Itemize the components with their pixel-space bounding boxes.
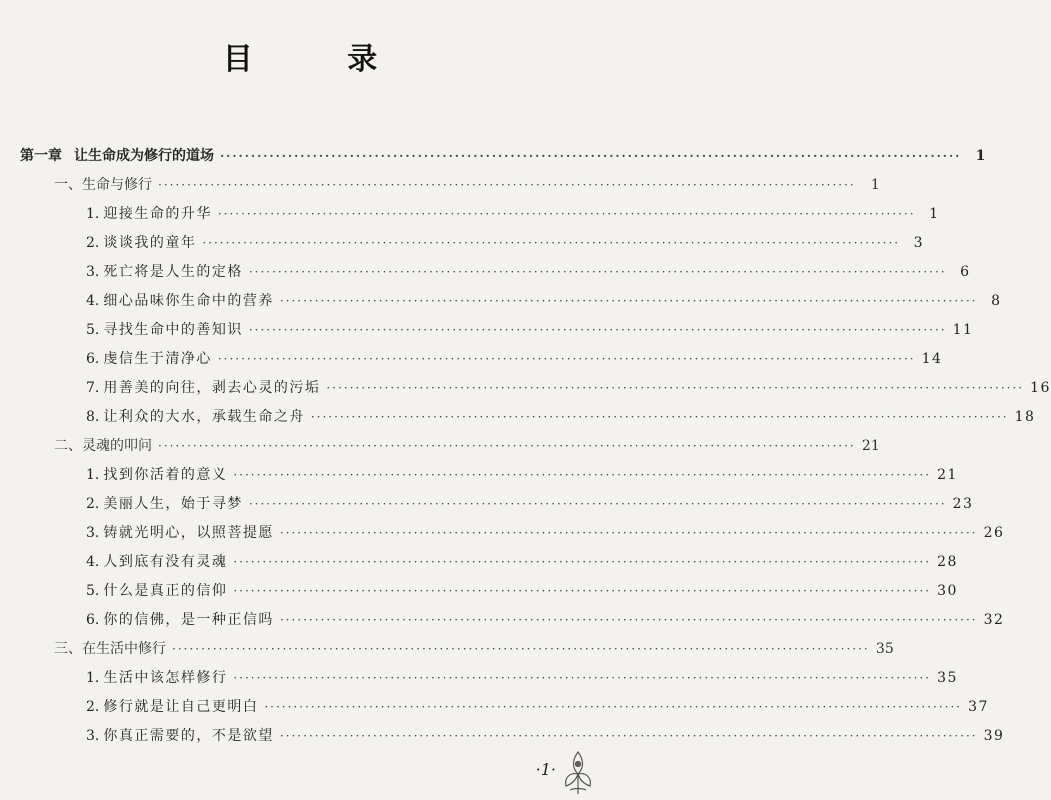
item-page: 21 — [937, 467, 958, 483]
leader-dots: ························································································································ — [279, 613, 978, 627]
item-title: 让利众的大水，承载生命之舟 — [103, 409, 305, 425]
item-page: 18 — [1014, 409, 1036, 425]
item-title: 什么是真正的信仰 — [103, 583, 228, 599]
section-title: 三、在生活中修行 — [54, 641, 166, 657]
item-title: 迎接生命的升华 — [103, 206, 212, 222]
chapter-page: 1 — [975, 148, 986, 164]
leader-dots: ························································································································ — [233, 671, 932, 685]
item-number: 1. — [86, 206, 100, 222]
toc-chapter-row[interactable] — [0, 142, 986, 171]
leader-dots: ························································································································ — [233, 555, 932, 569]
toc-sections — [0, 171, 1051, 751]
chapter-title: 让生命成为修行的道场 — [74, 148, 214, 164]
item-page: 1 — [929, 206, 940, 222]
toc-item-row[interactable] — [0, 200, 940, 229]
item-number: 6. — [86, 612, 100, 628]
leader-dots: ························································································································ — [202, 236, 901, 250]
leader-dots: ························································································································ — [279, 729, 978, 743]
item-title: 你真正需要的，不是欲望 — [103, 728, 274, 744]
item-page: 16 — [1030, 380, 1051, 396]
toc-section-row[interactable] — [0, 171, 880, 200]
toc-section-row[interactable] — [0, 635, 894, 664]
section-title: 一、生命与修行 — [54, 177, 152, 193]
item-title: 细心品味你生命中的营养 — [103, 293, 274, 309]
leader-dots: ························································································································ — [172, 642, 870, 656]
leader-dots: ························································································································ — [233, 584, 932, 598]
toc-section-row[interactable] — [0, 432, 880, 461]
item-number: 5. — [86, 583, 100, 599]
item-page: 37 — [968, 699, 989, 715]
leader-dots: ························································································································ — [279, 294, 978, 308]
item-page: 39 — [983, 728, 1005, 744]
section-page: 21 — [861, 438, 880, 454]
toc-item-row[interactable] — [0, 258, 971, 287]
section-page: 35 — [875, 641, 894, 657]
leader-dots: ························································································································ — [220, 149, 962, 163]
item-number: 3. — [86, 264, 100, 280]
item-page: 3 — [913, 235, 925, 251]
item-number: 2. — [86, 235, 100, 251]
toc-item-row[interactable] — [0, 403, 1036, 432]
leader-dots: ························································································································ — [248, 497, 947, 511]
item-title: 谈谈我的童年 — [103, 235, 197, 251]
item-number: 7. — [86, 380, 100, 396]
item-number: 4. — [86, 293, 100, 309]
item-title: 铸就光明心，以照菩提愿 — [103, 525, 274, 541]
toc-item-row[interactable] — [0, 722, 1005, 751]
item-title: 用善美的向往，剥去心灵的污垢 — [103, 380, 321, 396]
item-number: 5. — [86, 322, 100, 338]
item-title: 你的信佛，是一种正信吗 — [103, 612, 274, 628]
leader-dots: ························································································································ — [233, 468, 932, 482]
item-title: 死亡将是人生的定格 — [103, 264, 243, 280]
toc-item-row[interactable] — [0, 548, 958, 577]
item-number: 2. — [86, 699, 100, 715]
toc-item-row[interactable] — [0, 316, 974, 345]
toc-item-row[interactable] — [0, 287, 1002, 316]
leader-dots: ························································································································ — [158, 178, 856, 192]
leader-dots: ························································································································ — [264, 700, 963, 714]
leader-dots: ························································································································ — [279, 526, 978, 540]
leader-dots: ························································································································ — [310, 410, 1009, 424]
page-title: 目 录 — [222, 42, 420, 77]
toc-item-row[interactable] — [0, 345, 943, 374]
item-title: 人到底有没有灵魂 — [103, 554, 228, 570]
item-title: 生活中该怎样修行 — [103, 670, 228, 686]
item-page: 23 — [952, 496, 974, 512]
item-page: 26 — [983, 525, 1005, 541]
leader-dots: ························································································································ — [158, 439, 856, 453]
item-title: 寻找生命中的善知识 — [103, 322, 243, 338]
item-page: 6 — [960, 264, 971, 280]
item-title: 美丽人生，始于寻梦 — [103, 496, 243, 512]
item-number: 1. — [86, 670, 100, 686]
item-page: 14 — [921, 351, 943, 367]
leader-dots: ························································································································ — [248, 323, 947, 337]
page-number: ·1· — [535, 760, 556, 779]
toc-item-row[interactable] — [0, 664, 958, 693]
lotus-ornament-icon — [560, 748, 596, 796]
item-page: 30 — [937, 583, 958, 599]
chapter-number: 第一章 — [20, 148, 62, 164]
leader-dots: ························································································································ — [217, 352, 916, 366]
item-title: 修行就是让自己更明白 — [103, 699, 259, 715]
item-title: 虔信生于清净心 — [103, 351, 212, 367]
toc-item-row[interactable] — [0, 461, 958, 490]
toc-item-row[interactable] — [0, 693, 989, 722]
item-page: 8 — [991, 293, 1002, 309]
toc-item-row[interactable] — [0, 374, 1051, 403]
item-number: 1. — [86, 467, 100, 483]
item-number: 2. — [86, 496, 100, 512]
leader-dots: ························································································································ — [248, 265, 947, 279]
item-page: 28 — [937, 554, 958, 570]
section-title: 二、灵魂的叩问 — [54, 438, 152, 454]
item-number: 3. — [86, 525, 100, 541]
section-page: 1 — [870, 177, 880, 193]
toc-item-row[interactable] — [0, 490, 974, 519]
item-title: 找到你活着的意义 — [103, 467, 228, 483]
toc-item-row[interactable] — [0, 606, 1005, 635]
table-of-contents — [0, 142, 1051, 751]
toc-item-row[interactable] — [0, 229, 925, 258]
item-number: 6. — [86, 351, 100, 367]
item-number: 3. — [86, 728, 100, 744]
item-number: 8. — [86, 409, 100, 425]
toc-item-row[interactable] — [0, 577, 958, 606]
item-page: 11 — [952, 322, 974, 338]
item-page: 32 — [983, 612, 1005, 628]
item-page: 35 — [937, 670, 958, 686]
leader-dots: ························································································································ — [217, 207, 916, 221]
toc-item-row[interactable] — [0, 519, 1005, 548]
item-number: 4. — [86, 554, 100, 570]
leader-dots: ························································································································ — [326, 381, 1025, 395]
